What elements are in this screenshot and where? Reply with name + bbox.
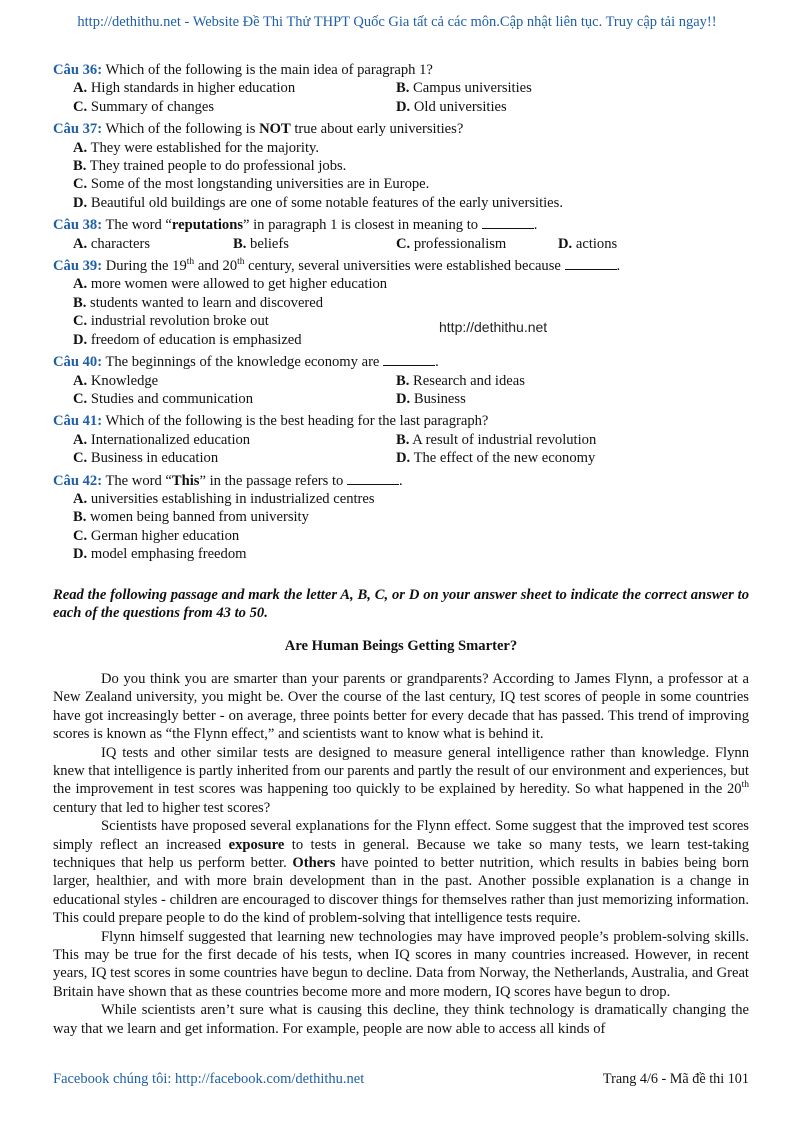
passage-title: Are Human Beings Getting Smarter? (284, 637, 518, 654)
option-a[interactable]: A. High standards in higher education (73, 80, 296, 97)
option-d[interactable]: D. Beautiful old buildings are one of some notable features of the early universities. (73, 194, 563, 211)
option-a[interactable]: A. Internationalized education (73, 431, 251, 448)
option-d[interactable]: D. Old universities (396, 98, 507, 115)
question-number: Câu 39: (53, 258, 103, 275)
reading-instruction: Read the following passage and mark the letter A, B, C, or D on your answer sheet to indicate the correct answer to each of the questions from 43 to 50. (53, 586, 749, 621)
question-number: Câu 40: (53, 354, 103, 371)
question-number: Câu 41: (53, 413, 103, 430)
option-a[interactable]: A. universities establishing in industrialized centres (73, 490, 375, 507)
option-c[interactable]: C. professionalism (396, 235, 507, 252)
page-number: Trang 4/6 - Mã đề thi 101 (602, 1071, 749, 1087)
footer-facebook-link[interactable]: Facebook chúng tôi: http://facebook.com/dethithu.net (53, 1071, 365, 1087)
question-38: Câu 38: The word “reputations” in paragraph 1 is closest in meaning to . (53, 217, 538, 234)
option-d[interactable]: D. The effect of the new economy (396, 450, 596, 467)
option-c[interactable]: C. Summary of changes (73, 98, 215, 115)
question-40: Câu 40: The beginnings of the knowledge economy are . (53, 354, 439, 371)
option-c[interactable]: C. Some of the most longstanding universities are in Europe. (73, 176, 430, 193)
watermark: http://dethithu.net (439, 319, 548, 335)
option-b[interactable]: B. students wanted to learn and discovered (73, 294, 324, 311)
passage-paragraph-1: Do you think you are smarter than your parents or grandparents? According to James Flynn, a professor at a New Zealand university, you might be. Over the course of the last century, IQ test scores of people in some countries have got increasingly better - on average, three points better for every decade that has passed. This trend of improving scores is known as “the Flynn effect,” and scientists want to know what is behind it. (53, 670, 749, 743)
option-c[interactable]: C. industrial revolution broke out (73, 313, 269, 330)
question-number: Câu 37: (53, 121, 103, 138)
option-a[interactable]: A. more women were allowed to get higher education (73, 276, 388, 293)
option-d[interactable]: D. Business (396, 390, 466, 407)
passage-paragraph-5: While scientists aren’t sure what is causing this decline, they think technology is dramatically changing the way that we learn and get information. For example, people are now able to access all kinds of (53, 1002, 749, 1037)
answer-blank (347, 472, 399, 485)
option-b[interactable]: B. Campus universities (396, 80, 532, 97)
option-c[interactable]: C. Studies and communication (73, 390, 253, 407)
passage-paragraph-4: Flynn himself suggested that learning new technologies may have improved people’s problem-solving skills. This may be true for the first decade of his tests, when IQ scores in many countries increased. However, in recent years, IQ test scores in some countries have begun to decline. Data from Norway, the Netherlands, Australia, and Great Britain have shown that as these countries become more and more modern, IQ scores have begun to drop. (53, 928, 749, 1000)
option-b[interactable]: B. A result of industrial revolution (396, 431, 597, 448)
option-c[interactable]: C. Business in education (73, 450, 219, 467)
answer-blank (565, 257, 617, 270)
question-number: Câu 42: (53, 472, 103, 489)
option-a[interactable]: A. They were established for the majority. (73, 139, 320, 156)
question-37: Câu 37: Which of the following is NOT true about early universities? (53, 121, 464, 138)
page-content (53, 61, 749, 1038)
question-42: Câu 42: The word “This” in the passage refers to . (53, 472, 403, 489)
option-a[interactable]: A. Knowledge (73, 372, 159, 389)
question-text: Which of the following is the main idea of paragraph 1? (102, 62, 433, 78)
option-d[interactable]: D. actions (558, 235, 618, 252)
option-d[interactable]: D. model emphasing freedom (73, 546, 247, 563)
option-b[interactable]: B. Research and ideas (396, 372, 525, 389)
option-d[interactable]: D. freedom of education is emphasized (73, 331, 302, 348)
question-number: Câu 38: (53, 217, 103, 234)
option-c[interactable]: C. German higher education (73, 527, 240, 544)
passage-paragraph-2: IQ tests and other similar tests are designed to measure general intelligence rather than knowledge. Flynn knew that intelligence is partly inherited from our parents and partly the result of our environment and experiences, but the improvement in test scores was happening too quickly to be explained by heredity. So what happened in the 20th century that led to higher test scores? (53, 744, 749, 816)
header-link[interactable]: http://dethithu.net - Website Đề Thi Thử THPT Quốc Gia tất cả các môn.Cập nhật liên tục. Truy cập tải ngay!! (77, 14, 717, 30)
question-41: Câu 41: Which of the following is the best heading for the last paragraph? (53, 413, 489, 430)
question-39: Câu 39: During the 19th and 20th century, several universities were established because . (53, 257, 621, 275)
option-b[interactable]: B. women being banned from university (73, 509, 309, 526)
question-number: Câu 36: (53, 62, 103, 78)
answer-blank (383, 353, 435, 366)
answer-blank (482, 216, 534, 229)
question-36 (53, 61, 749, 79)
passage-paragraph-3: Scientists have proposed several explanations for the Flynn effect. Some suggest that the improved test scores simply reflect an increased exposure to tests in general. Because we take so many tests, we learn test-taking techniques that help us perform better. Others have pointed to better nutrition, which results in babies being born larger, healthier, and with more brain development than in the past. Another possible explanation is a change in educational styles - children are encouraged to discover things for themselves rather than just memorizing information. This could prepare people to do the kind of problem-solving that intelligence tests require. (53, 818, 750, 927)
option-b[interactable]: B. They trained people to do professional jobs. (73, 158, 347, 175)
option-a[interactable]: A. characters (73, 235, 150, 252)
option-b[interactable]: B. beliefs (233, 235, 289, 252)
